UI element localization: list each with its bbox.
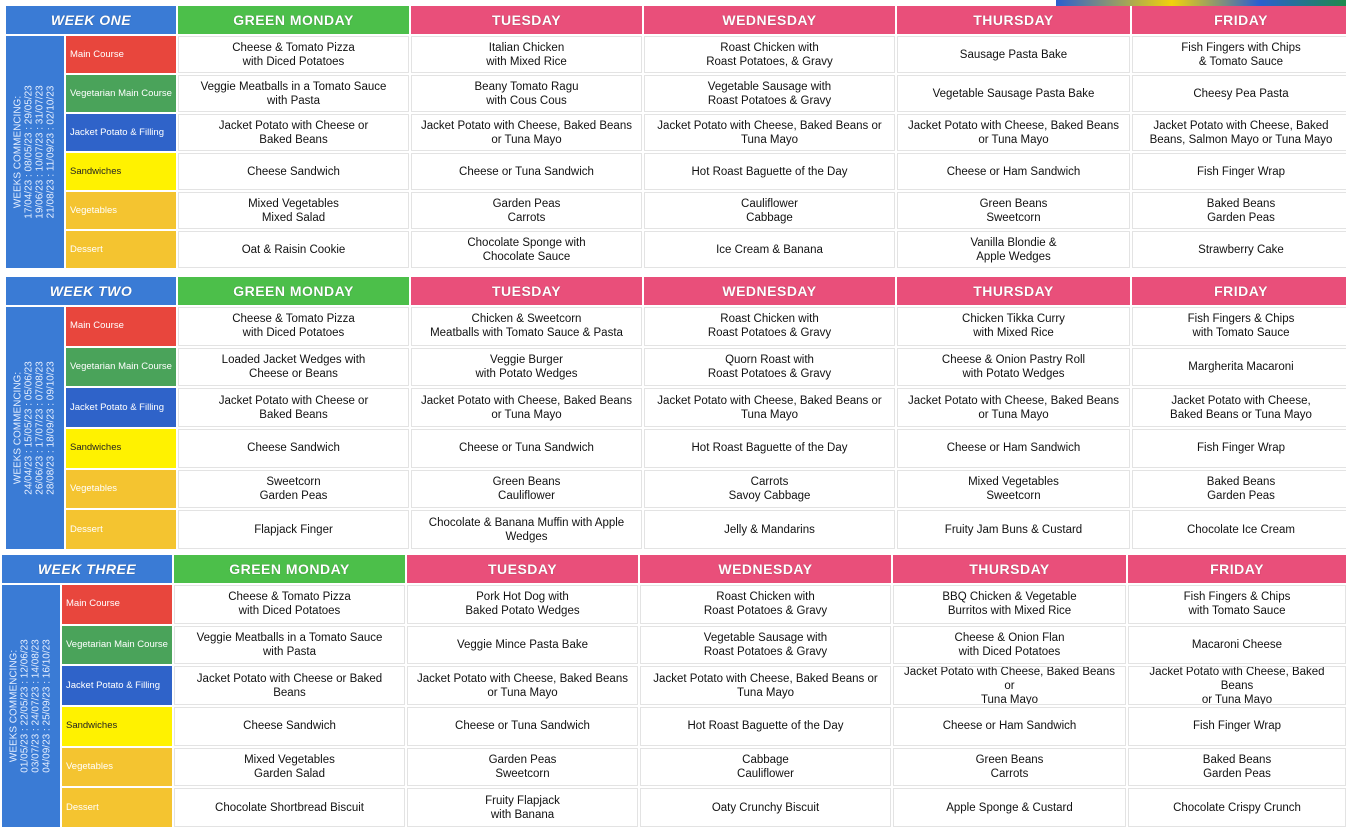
- menu-item: Apple Sponge & Custard: [893, 788, 1126, 827]
- weeks-commencing-line: WEEKS COMMENCING:: [13, 95, 25, 209]
- menu-item: Jacket Potato with Cheese or Baked Beans: [174, 666, 405, 705]
- menu-item: Vegetable Sausage with Roast Potatoes & Gravy: [640, 626, 891, 665]
- week-grid-1: [6, 6, 1346, 268]
- menu-item: Cheesy Pea Pasta: [1132, 75, 1346, 112]
- menu-item: Cauliflower Cabbage: [644, 192, 895, 229]
- day-header-green-monday: GREEN MONDAY: [174, 555, 405, 583]
- menu-item: Vanilla Blondie & Apple Wedges: [897, 231, 1130, 268]
- menu-item: Strawberry Cake: [1132, 231, 1346, 268]
- menu-item: Ice Cream & Banana: [644, 231, 895, 268]
- menu-item: Vegetable Sausage with Roast Potatoes & Gravy: [644, 75, 895, 112]
- category-dessert: Dessert: [66, 231, 176, 268]
- menu-item: Green Beans Carrots: [893, 748, 1126, 787]
- menu-item: Jacket Potato with Cheese, Baked Beans or Tuna Mayo: [1132, 388, 1346, 427]
- weeks-commencing-line: 24/04/23 : 15/05/23 : 05/06/23: [24, 361, 36, 495]
- menu-item: Jacket Potato with Cheese, Baked Beans or Tuna Mayo: [893, 666, 1126, 705]
- menu-item: Fruity Jam Buns & Custard: [897, 510, 1130, 549]
- menu-item: Jacket Potato with Cheese, Baked Beans or Tuna Mayo: [411, 114, 642, 151]
- menu-item: Hot Roast Baguette of the Day: [640, 707, 891, 746]
- menu-item: Roast Chicken with Roast Potatoes & Gravy: [640, 585, 891, 624]
- menu-item: Sweetcorn Garden Peas: [178, 470, 409, 509]
- day-header-wednesday: WEDNESDAY: [644, 6, 895, 34]
- menu-item: Cheese Sandwich: [178, 429, 409, 468]
- weeks-commencing-line: 26/06/23 : 17/07/23 : 07/08/23: [35, 361, 47, 495]
- menu-item: Chocolate Sponge with Chocolate Sauce: [411, 231, 642, 268]
- menu-item: Jacket Potato with Cheese, Baked Beans or Tuna Mayo: [644, 388, 895, 427]
- menu-item: Oaty Crunchy Biscuit: [640, 788, 891, 827]
- menu-item: Baked Beans Garden Peas: [1132, 192, 1346, 229]
- day-header-thursday: THURSDAY: [897, 6, 1130, 34]
- weeks-commencing-line: 03/07/23 : 24/07/23 : 14/08/23: [31, 639, 43, 773]
- menu-item: Jacket Potato with Cheese, Baked Beans or Tuna Mayo: [897, 114, 1130, 151]
- day-header-tuesday: TUESDAY: [407, 555, 638, 583]
- menu-item: Sausage Pasta Bake: [897, 36, 1130, 73]
- weeks-commencing-text: [13, 85, 57, 218]
- day-header-tuesday: TUESDAY: [411, 6, 642, 34]
- menu-item: Cheese & Tomato Pizza with Diced Potatoes: [178, 307, 409, 346]
- menu-item: Jacket Potato with Cheese or Baked Beans: [178, 388, 409, 427]
- menu-item: Pork Hot Dog with Baked Potato Wedges: [407, 585, 638, 624]
- menu-item: Beany Tomato Ragu with Cous Cous: [411, 75, 642, 112]
- category-vegetarian-main-course: Vegetarian Main Course: [66, 348, 176, 387]
- week-grid-2: [6, 277, 1346, 549]
- day-header-friday: FRIDAY: [1132, 6, 1346, 34]
- category-main-course: Main Course: [66, 307, 176, 346]
- category-sandwiches: Sandwiches: [66, 153, 176, 190]
- category-main-course: Main Course: [66, 36, 176, 73]
- day-header-friday: FRIDAY: [1132, 277, 1346, 305]
- menu-item: Jacket Potato with Cheese or Baked Beans: [178, 114, 409, 151]
- menu-item: Veggie Meatballs in a Tomato Sauce with Pasta: [174, 626, 405, 665]
- menu-item: Cheese & Tomato Pizza with Diced Potatoes: [178, 36, 409, 73]
- weeks-commencing-line: 28/08/23 : 18/09/23 : 09/10/23: [46, 361, 58, 495]
- menu-item: Baked Beans Garden Peas: [1132, 470, 1346, 509]
- day-header-wednesday: WEDNESDAY: [640, 555, 891, 583]
- category-vegetarian-main-course: Vegetarian Main Course: [62, 626, 172, 665]
- menu-item: Cheese & Tomato Pizza with Diced Potatoes: [174, 585, 405, 624]
- menu-item: Cabbage Cauliflower: [640, 748, 891, 787]
- menu-item: Fish Finger Wrap: [1132, 429, 1346, 468]
- menu-item: Veggie Burger with Potato Wedges: [411, 348, 642, 387]
- category-jacket-potato-filling: Jacket Potato & Filling: [62, 666, 172, 705]
- category-jacket-potato-filling: Jacket Potato & Filling: [66, 114, 176, 151]
- menu-item: Fish Finger Wrap: [1132, 153, 1346, 190]
- menu-item: Jacket Potato with Cheese, Baked Beans, Salmon Mayo or Tuna Mayo: [1132, 114, 1346, 151]
- menu-item: Chocolate Ice Cream: [1132, 510, 1346, 549]
- menu-item: Garden Peas Sweetcorn: [407, 748, 638, 787]
- menu-item: Quorn Roast with Roast Potatoes & Gravy: [644, 348, 895, 387]
- menu-item: Jacket Potato with Cheese, Baked Beans or Tuna Mayo: [897, 388, 1130, 427]
- weeks-commencing-label: [6, 307, 64, 549]
- menu-item: Mixed Vegetables Mixed Salad: [178, 192, 409, 229]
- category-vegetables: Vegetables: [66, 192, 176, 229]
- day-header-tuesday: TUESDAY: [411, 277, 642, 305]
- menu-item: Chocolate Shortbread Biscuit: [174, 788, 405, 827]
- menu-item: Cheese Sandwich: [178, 153, 409, 190]
- menu-item: Cheese or Ham Sandwich: [893, 707, 1126, 746]
- category-sandwiches: Sandwiches: [62, 707, 172, 746]
- weeks-commencing-text: [9, 639, 53, 772]
- menu-item: Cheese Sandwich: [174, 707, 405, 746]
- menu-item: Cheese or Tuna Sandwich: [407, 707, 638, 746]
- category-dessert: Dessert: [62, 788, 172, 827]
- menu-item: Fruity Flapjack with Banana: [407, 788, 638, 827]
- menu-item: Garden Peas Carrots: [411, 192, 642, 229]
- menu-item: Jacket Potato with Cheese, Baked Beans or Tuna Mayo: [407, 666, 638, 705]
- category-jacket-potato-filling: Jacket Potato & Filling: [66, 388, 176, 427]
- day-header-green-monday: GREEN MONDAY: [178, 277, 409, 305]
- menu-item: Jacket Potato with Cheese, Baked Beans or Tuna Mayo: [411, 388, 642, 427]
- menu-item: Roast Chicken with Roast Potatoes & Gravy: [644, 307, 895, 346]
- week-grid-3: [2, 555, 1346, 827]
- weeks-commencing-line: WEEKS COMMENCING:: [9, 649, 21, 763]
- menu-item: Cheese & Onion Pastry Roll with Potato Wedges: [897, 348, 1130, 387]
- menu-item: Cheese or Ham Sandwich: [897, 153, 1130, 190]
- category-vegetables: Vegetables: [66, 470, 176, 509]
- menu-item: Baked Beans Garden Peas: [1128, 748, 1346, 787]
- menu-item: Loaded Jacket Wedges with Cheese or Beans: [178, 348, 409, 387]
- menu-item: Jacket Potato with Cheese, Baked Beans or Tuna Mayo: [644, 114, 895, 151]
- day-header-green-monday: GREEN MONDAY: [178, 6, 409, 34]
- menu-item: Chicken & Sweetcorn Meatballs with Tomato Sauce & Pasta: [411, 307, 642, 346]
- menu-item: Oat & Raisin Cookie: [178, 231, 409, 268]
- category-sandwiches: Sandwiches: [66, 429, 176, 468]
- menu-item: Mixed Vegetables Sweetcorn: [897, 470, 1130, 509]
- menu-item: Mixed Vegetables Garden Salad: [174, 748, 405, 787]
- category-main-course: Main Course: [62, 585, 172, 624]
- week-title: WEEK THREE: [2, 555, 172, 583]
- menu-item: Veggie Mince Pasta Bake: [407, 626, 638, 665]
- weeks-commencing-text: [13, 361, 57, 494]
- menu-item: Cheese & Onion Flan with Diced Potatoes: [893, 626, 1126, 665]
- weeks-commencing-line: 19/06/23 : 10/07/23 : 31/07/23: [35, 85, 47, 219]
- menu-item: Chocolate Crispy Crunch: [1128, 788, 1346, 827]
- day-header-wednesday: WEDNESDAY: [644, 277, 895, 305]
- category-vegetarian-main-course: Vegetarian Main Course: [66, 75, 176, 112]
- week-title: WEEK ONE: [6, 6, 176, 34]
- menu-item: Carrots Savoy Cabbage: [644, 470, 895, 509]
- menu-item: Chocolate & Banana Muffin with Apple Wedges: [411, 510, 642, 549]
- menu-item: BBQ Chicken & Vegetable Burritos with Mixed Rice: [893, 585, 1126, 624]
- menu-item: Vegetable Sausage Pasta Bake: [897, 75, 1130, 112]
- menu-item: Cheese or Tuna Sandwich: [411, 429, 642, 468]
- weeks-commencing-line: 01/05/23 : 22/05/23 : 12/06/23: [20, 639, 32, 773]
- weeks-commencing-line: 17/04/23 : 08/05/23 : 29/05/23: [24, 85, 36, 219]
- category-vegetables: Vegetables: [62, 748, 172, 787]
- day-header-friday: FRIDAY: [1128, 555, 1346, 583]
- menu-item: Cheese or Tuna Sandwich: [411, 153, 642, 190]
- menu-item: Roast Chicken with Roast Potatoes, & Gravy: [644, 36, 895, 73]
- menu-item: Hot Roast Baguette of the Day: [644, 153, 895, 190]
- menu-item: Jacket Potato with Cheese, Baked Beans or Tuna Mayo: [640, 666, 891, 705]
- menu-item: Fish Finger Wrap: [1128, 707, 1346, 746]
- menu-item: Flapjack Finger: [178, 510, 409, 549]
- menu-item: Green Beans Sweetcorn: [897, 192, 1130, 229]
- day-header-thursday: THURSDAY: [893, 555, 1126, 583]
- menu-item: Fish Fingers & Chips with Tomato Sauce: [1132, 307, 1346, 346]
- menu-item: Chicken Tikka Curry with Mixed Rice: [897, 307, 1130, 346]
- menu-item: Cheese or Ham Sandwich: [897, 429, 1130, 468]
- weeks-commencing-line: WEEKS COMMENCING:: [13, 371, 25, 485]
- category-dessert: Dessert: [66, 510, 176, 549]
- week-title: WEEK TWO: [6, 277, 176, 305]
- menu-item: Fish Fingers & Chips with Tomato Sauce: [1128, 585, 1346, 624]
- menu-item: Green Beans Cauliflower: [411, 470, 642, 509]
- day-header-thursday: THURSDAY: [897, 277, 1130, 305]
- menu-item: Jacket Potato with Cheese, Baked Beans or Tuna Mayo: [1128, 666, 1346, 705]
- weeks-commencing-label: [6, 36, 64, 268]
- menu-item: Jelly & Mandarins: [644, 510, 895, 549]
- menu-item: Margherita Macaroni: [1132, 348, 1346, 387]
- weeks-commencing-line: 04/09/23 : 25/09/23 : 16/10/23: [42, 639, 54, 773]
- menu-item: Fish Fingers with Chips & Tomato Sauce: [1132, 36, 1346, 73]
- menu-item: Hot Roast Baguette of the Day: [644, 429, 895, 468]
- weeks-commencing-label: [2, 585, 60, 827]
- weeks-commencing-line: 21/08/23 : 11/09/23 : 02/10/23: [46, 85, 58, 219]
- menu-item: Italian Chicken with Mixed Rice: [411, 36, 642, 73]
- menu-item: Veggie Meatballs in a Tomato Sauce with Pasta: [178, 75, 409, 112]
- menu-item: Macaroni Cheese: [1128, 626, 1346, 665]
